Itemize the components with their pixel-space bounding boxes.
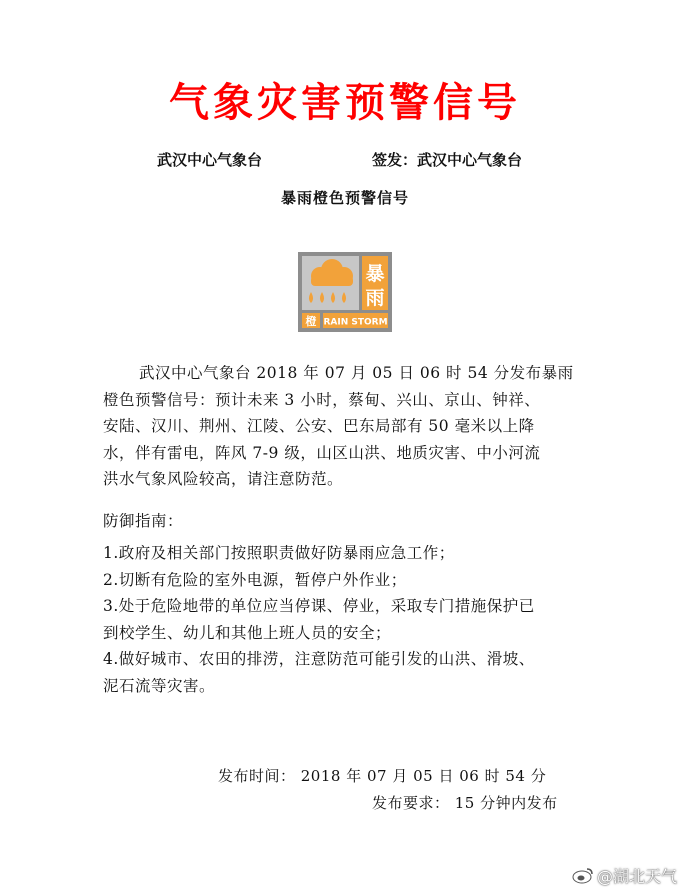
watermark-text: @湖北天气 [597,866,678,886]
publish-requirement: 发布要求： 15 分钟内发布 [372,794,558,812]
icon-char-bottom: 雨 [365,287,385,309]
icon-char-top: 暴 [365,263,385,285]
rainstorm-orange-icon [298,252,392,332]
signer-name: 签发：武汉中心气象台 [372,151,523,169]
paragraph-line: 武汉中心气象台 2018 年 07 月 05 日 06 时 54 分发布暴雨 [139,364,574,382]
rainstorm-icon-graphic [298,252,392,332]
icon-english-label: RAIN STORM [323,317,388,328]
guide-item-line: 泥石流等灾害。 [103,676,216,695]
guide-item-line: 3.处于危险地带的单位应当停课、停业，采取专门措施保护已 [103,597,535,615]
page-title: 气象灾害预警信号 [169,79,521,126]
guide-item: 2.切断有危险的室外电源，暂停户外作业； [103,570,407,589]
warning-paragraph [103,360,603,493]
icon-color-char: 橙 [305,315,317,328]
issuer-name: 武汉中心气象台 [157,151,263,169]
guide-item [103,646,603,699]
paragraph-line: 洪水气象风险较高，请注意防范。 [103,470,344,488]
paragraph-line: 安陆、汉川、荆州、江陵、公安、巴东局部有 50 毫米以上降 [103,417,535,435]
guide-item-line: 4.做好城市、农田的排涝，注意防范可能引发的山洪、滑坡、 [103,650,535,668]
signal-name: 暴雨橙色预警信号 [280,189,409,207]
guide-item-line: 到校学生、幼儿和其他上班人员的安全； [103,623,392,642]
publish-time: 发布时间： 2018 年 07 月 05 日 06 时 54 分 [218,767,547,785]
guide-heading: 防御指南： [103,512,184,530]
guide-list [103,540,603,699]
guide-item [103,593,603,646]
guide-item: 1.政府及相关部门按照职责做好防暴雨应急工作； [103,544,455,562]
paragraph-line: 橙色预警信号：预计未来 3 小时，蔡甸、兴山、京山、钟祥、 [103,390,541,409]
weibo-icon [572,866,594,884]
paragraph-line: 水，伴有雷电，阵风 7-9 级，山区山洪、地质灾害、中小河流 [103,443,541,462]
watermark [572,863,684,887]
